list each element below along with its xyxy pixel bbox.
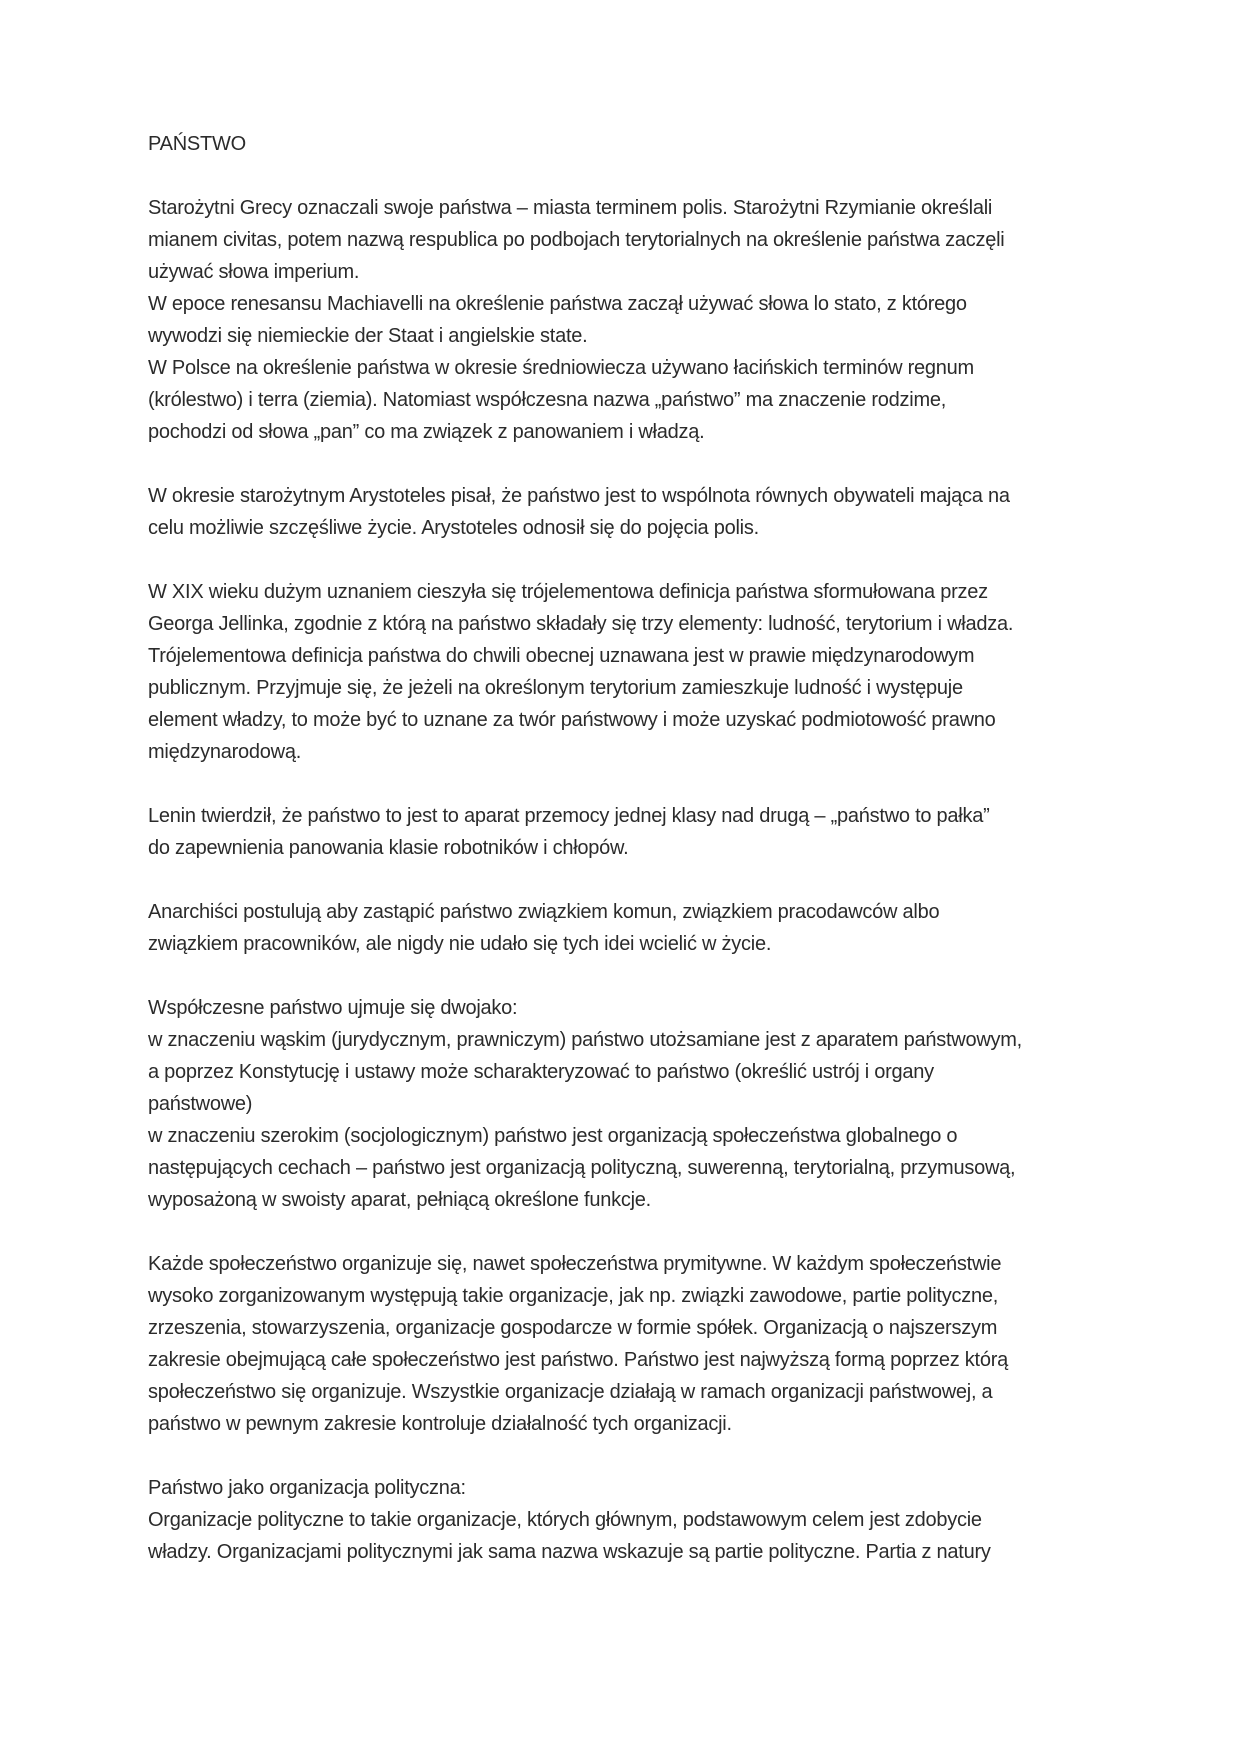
paragraph — [148, 480, 1108, 544]
text-line: państwo w pewnym zakresie kontroluje działalność tych organizacji. — [148, 1413, 732, 1435]
text-line: element władzy, to może być to uznane za twór państwowy i może uzyskać podmiotowość prawno — [148, 709, 996, 731]
text-line: Trójelementowa definicja państwa do chwili obecnej uznawana jest w prawie międzynarodowym — [148, 645, 975, 667]
text-line: (królestwo) i terra (ziemia). Natomiast współczesna nazwa „państwo” ma znaczenie rodzime, — [148, 389, 947, 411]
document-title: PAŃSTWO — [148, 133, 246, 155]
text-line: W Polsce na określenie państwa w okresie średniowiecza używano łacińskich terminów regnum — [148, 357, 974, 379]
text-line: Każde społeczeństwo organizuje się, nawet społeczeństwa prymitywne. W każdym społeczeństwie — [148, 1253, 1002, 1275]
document-page — [148, 128, 1108, 1568]
text-line: W okresie starożytnym Arystoteles pisał, że państwo jest to wspólnota równych obywateli mająca na — [148, 485, 1010, 507]
text-line: Anarchiści postulują aby zastąpić państwo związkiem komun, związkiem pracodawców albo — [148, 901, 940, 923]
text-line: Organizacje polityczne to takie organizacje, których głównym, podstawowym celem jest zdobycie — [148, 1509, 982, 1531]
text-line: do zapewnienia panowania klasie robotników i chłopów. — [148, 837, 629, 859]
text-line: wyposażoną w swoisty aparat, pełniącą określone funkcje. — [148, 1189, 651, 1211]
text-line: Państwo jako organizacja polityczna: — [148, 1477, 466, 1499]
paragraph — [148, 192, 1108, 448]
text-line: wysoko zorganizowanym występują takie organizacje, jak np. związki zawodowe, partie polityczne, — [148, 1285, 998, 1307]
text-line: Starożytni Grecy oznaczali swoje państwa – miasta terminem polis. Starożytni Rzymianie określali — [148, 197, 993, 219]
text-line: międzynarodową. — [148, 741, 301, 763]
text-line: publicznym. Przyjmuje się, że jeżeli na określonym terytorium zamieszkuje ludność i występuje — [148, 677, 963, 699]
document-body — [148, 192, 1108, 1568]
text-line: Georga Jellinka, zgodnie z którą na państwo składały się trzy elementy: ludność, terytorium i władza. — [148, 613, 1014, 635]
paragraph — [148, 992, 1108, 1216]
text-line: społeczeństwo się organizuje. Wszystkie organizacje działają w ramach organizacji państwowej, a — [148, 1381, 993, 1403]
text-line: zakresie obejmującą całe społeczeństwo jest państwo. Państwo jest najwyższą formą poprzez którą — [148, 1349, 1008, 1371]
paragraph — [148, 576, 1108, 768]
paragraph — [148, 896, 1108, 960]
text-line: Współczesne państwo ujmuje się dwojako: — [148, 997, 518, 1019]
text-line: W epoce renesansu Machiavelli na określenie państwa zaczął używać słowa lo stato, z którego — [148, 293, 967, 315]
text-line: celu możliwie szczęśliwe życie. Arystoteles odnosił się do pojęcia polis. — [148, 517, 759, 539]
text-line: władzy. Organizacjami politycznymi jak sama nazwa wskazuje są partie polityczne. Partia z natury — [148, 1541, 991, 1563]
paragraph — [148, 1472, 1108, 1568]
text-line: W XIX wieku dużym uznaniem cieszyła się trójelementowa definicja państwa sformułowana przez — [148, 581, 988, 603]
text-line: zrzeszenia, stowarzyszenia, organizacje gospodarcze w formie spółek. Organizacją o najszerszym — [148, 1317, 998, 1339]
text-line: w znaczeniu szerokim (socjologicznym) państwo jest organizacją społeczeństwa globalnego o — [148, 1125, 958, 1147]
paragraph — [148, 800, 1108, 864]
text-line: pochodzi od słowa „pan” co ma związek z panowaniem i władzą. — [148, 421, 705, 443]
text-line: związkiem pracowników, ale nigdy nie udało się tych idei wcielić w życie. — [148, 933, 772, 955]
text-line: wywodzi się niemieckie der Staat i angielskie state. — [148, 325, 588, 347]
text-line: a poprzez Konstytucję i ustawy może scharakteryzować to państwo (określić ustrój i organy — [148, 1061, 934, 1083]
text-line: używać słowa imperium. — [148, 261, 360, 283]
text-line: mianem civitas, potem nazwą respublica po podbojach terytorialnych na określenie państwa zaczęli — [148, 229, 1005, 251]
text-line: następujących cechach – państwo jest organizacją polityczną, suwerenną, terytorialną, przymusową, — [148, 1157, 1016, 1179]
text-line: państwowe) — [148, 1093, 253, 1115]
text-line: w znaczeniu wąskim (jurydycznym, prawniczym) państwo utożsamiane jest z aparatem państwowym, — [148, 1029, 1022, 1051]
paragraph — [148, 1248, 1108, 1440]
text-line: Lenin twierdził, że państwo to jest to aparat przemocy jednej klasy nad drugą – „państwo to pałka” — [148, 805, 990, 827]
